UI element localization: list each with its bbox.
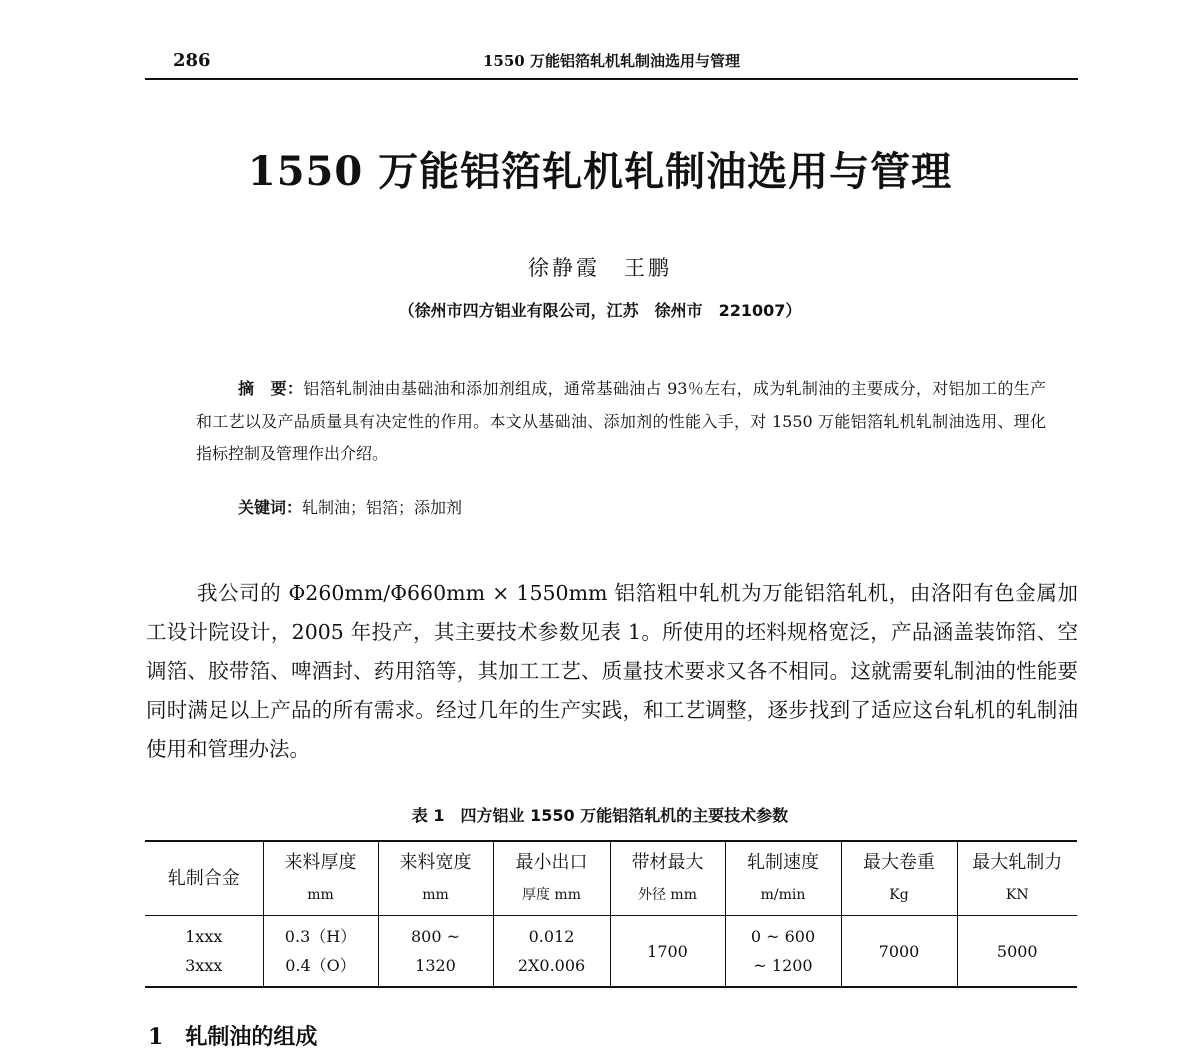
section-title: 轧制油的组成 (185, 1024, 318, 1050)
table-header-cell: 带材最大 外径 mm (610, 841, 725, 916)
table-cell: 1xxx 3xxx (185, 927, 223, 975)
keywords-label: 关键词： (238, 498, 303, 517)
table-header-cell: 最小出口 厚度 mm (493, 841, 610, 916)
table-cell: 1700 (610, 916, 725, 988)
page-number: 286 (173, 50, 211, 71)
table-header-cell: 来料宽度 mm (378, 841, 493, 916)
table-cell: 5000 (957, 916, 1077, 988)
table-cell: 0.012 2X0.006 (493, 916, 610, 988)
section-heading (148, 1020, 317, 1051)
section-number: 1 (148, 1024, 164, 1050)
abstract (196, 373, 1046, 471)
table-header-cell: 轧制速度 m/min (725, 841, 841, 916)
affiliation: （徐州市四方铝业有限公司，江苏 徐州市 221007） (398, 301, 802, 320)
table-row (145, 916, 1077, 988)
running-title: 1550 万能铝箔轧机轧制油选用与管理 (483, 52, 740, 70)
abstract-label: 摘 要： (238, 379, 304, 398)
abstract-text: 铝箔轧制油由基础油和添加剂组成，通常基础油占 93％左右，成为轧制油的主要成分，对铝加工的生产和工艺以及产品质量具有决定性的作用。本文从基础油、添加剂的性能入手，对 1550 万能铝箔轧机轧制油选用、理化指标控制及管理作出介绍。 (196, 379, 1046, 463)
table-header-cell: 最大卷重 Kg (841, 841, 957, 916)
table-cell: 0.3（H） 0.4（O） (263, 916, 378, 988)
table-header-cell: 来料厚度 mm (263, 841, 378, 916)
parameters-table (145, 840, 1077, 988)
table-header-cell: 轧制合金 (167, 868, 240, 889)
table-header-row (145, 841, 1077, 916)
table-cell: 7000 (841, 916, 957, 988)
table-caption: 表 1 四方铝业 1550 万能铝箔轧机的主要技术参数 (411, 806, 789, 825)
running-header (145, 44, 1078, 80)
body-paragraph: 我公司的 Φ260mm/Φ660mm × 1550mm 铝箔粗中轧机为万能铝箔轧机，由洛阳有色金属加工设计院设计，2005 年投产，其主要技术参数见表 1。所使用的坯料规格宽泛，产品涵盖装饰箔、空调箔、胶带箔、啤酒封、药用箔等，其加工工艺、质量技术要求又各不相同。这就需要轧制油的性能要同时满足以上产品的所有需求。经过几年的生产实践，和工艺调整，逐步找到了适应这台轧机的轧制油使用和管理办法。 (146, 581, 1078, 761)
authors: 徐静霞 王鹏 (528, 256, 672, 280)
keywords-text: 轧制油；铝箔；添加剂 (302, 498, 463, 517)
table-cell: 800 ~ 1320 (378, 916, 493, 988)
table-header-cell: 最大轧制力 KN (957, 841, 1077, 916)
keywords (238, 495, 462, 518)
paper-title: 1550 万能铝箔轧机轧制油选用与管理 (247, 148, 953, 195)
table-cell: 0 ~ 600 ~ 1200 (725, 916, 841, 988)
